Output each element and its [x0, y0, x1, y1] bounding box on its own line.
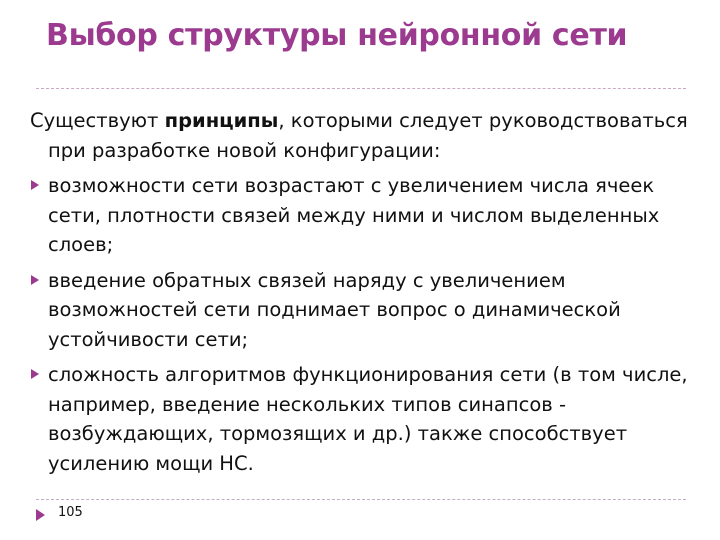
intro-bold-word: принципы — [164, 109, 279, 132]
bullet-item-1 — [30, 171, 700, 260]
bullet-text-2: введение обратных связей наряду с увеличением возможностей сети поднимает вопрос о динамической устойчивости сети; — [48, 268, 621, 351]
slide-title: Выбор структуры нейронной сети — [46, 18, 628, 53]
bullet-text-1: возможности сети возрастают с увеличением числа ячеек сети, плотности связей между ними и числом выделенных слоев; — [48, 174, 660, 256]
triangle-bullet-icon — [31, 180, 39, 190]
slide-body — [30, 106, 700, 484]
triangle-bullet-icon — [31, 369, 39, 379]
intro-text-end: , которыми следует руководствоваться при разработке новой конфигурации: — [48, 109, 688, 162]
bullet-item-3 — [30, 360, 700, 478]
triangle-arrow-icon — [36, 509, 45, 521]
intro-paragraph — [30, 106, 700, 165]
bullet-item-2 — [30, 266, 700, 355]
bullet-text-3: сложность алгоритмов функционирования сети (в том числе, например, введение нескольких типов синапсов - возбуждающих, тормозящих и др.) также способствует усилению мощи НС. — [48, 363, 688, 475]
title-divider — [36, 88, 686, 89]
page-number: 105 — [58, 505, 83, 520]
intro-text-start: Существуют — [30, 109, 165, 132]
triangle-bullet-icon — [31, 275, 39, 285]
footer-divider — [36, 499, 686, 500]
